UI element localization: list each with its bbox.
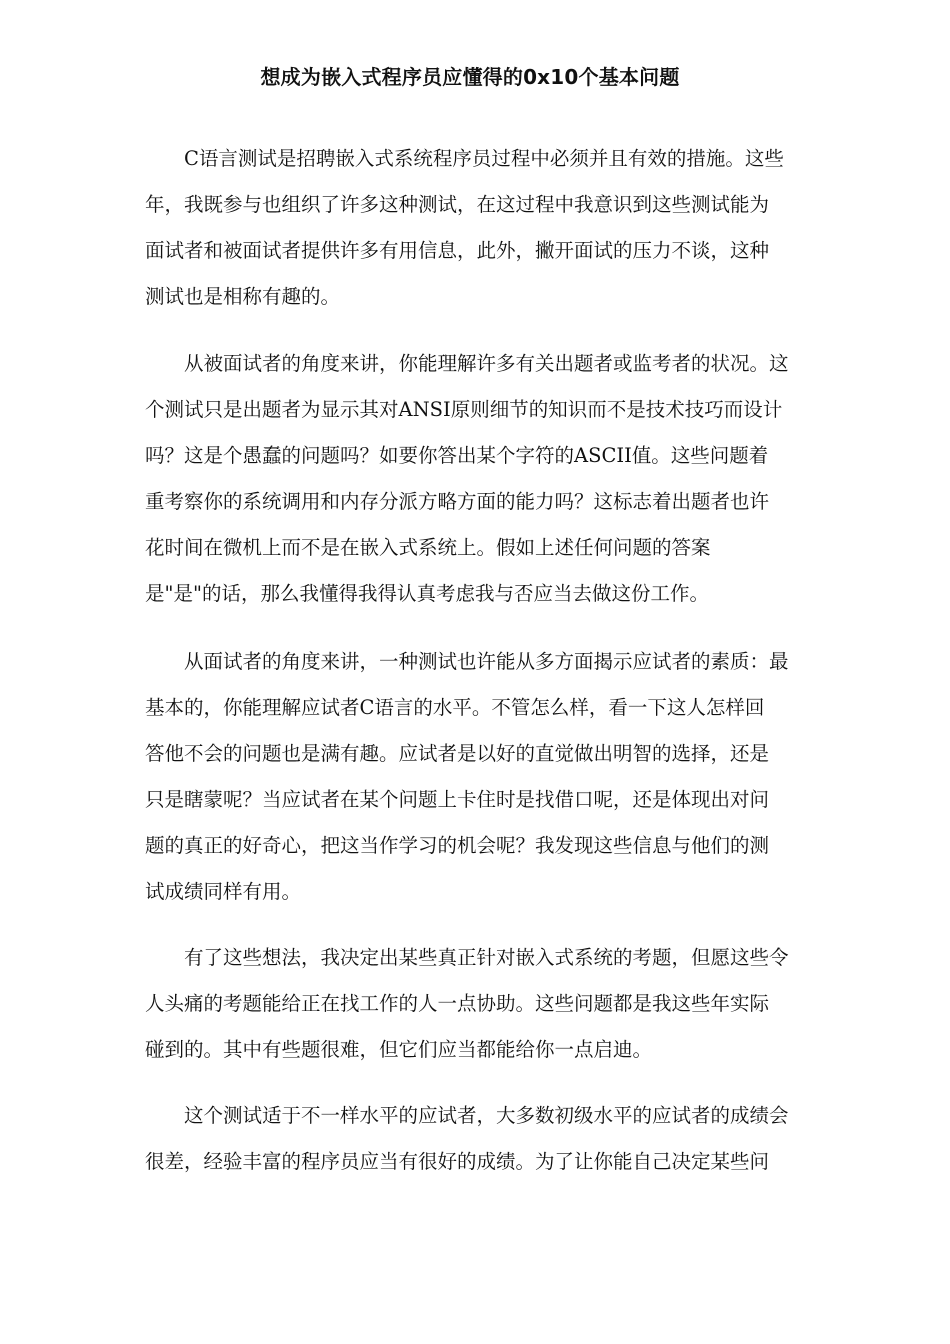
paragraph-line: 有了这些想法，我决定出某些真正针对嵌入式系统的考题，但愿这些令 xyxy=(184,946,789,969)
paragraph-line: 只是瞎蒙呢？当应试者在某个问题上卡住时是找借口呢，还是体现出对问 xyxy=(145,788,770,811)
paragraph-audience xyxy=(145,1093,879,1185)
paragraph-line: 答他不会的问题也是满有趣。应试者是以好的直觉做出明智的选择，还是 xyxy=(145,742,770,765)
paragraph-line: 试成绩同样有用。 xyxy=(145,880,302,903)
paragraph-line: 这个测试适于不一样水平的应试者，大多数初级水平的应试者的成绩会 xyxy=(184,1104,789,1127)
paragraph-line: C语言测试是招聘嵌入式系统程序员过程中必须并且有效的措施。这些 xyxy=(184,147,784,170)
paragraph-line: 人头痛的考题能给正在找工作的人一点协助。这些问题都是我这些年实际 xyxy=(145,992,770,1015)
paragraph-line: 吗？这是个愚蠢的问题吗？如要你答出某个字符的ASCII值。这些问题着 xyxy=(145,444,769,467)
paragraph-line: 题的真正的好奇心，把这当作学习的机会呢？我发现这些信息与他们的测 xyxy=(145,834,770,857)
paragraph-intro xyxy=(145,136,879,320)
paragraph-line: 从面试者的角度来讲，一种测试也许能从多方面揭示应试者的素质：最 xyxy=(184,650,789,673)
paragraph-line: 碰到的。其中有些题很难，但它们应当都能给你一点启迪。 xyxy=(145,1038,653,1061)
paragraph-interviewer-view xyxy=(145,639,879,915)
paragraph-line: 花时间在微机上而不是在嵌入式系统上。假如上述任何问题的答案 xyxy=(145,536,711,559)
paragraph-line: 面试者和被面试者提供许多有用信息，此外，撇开面试的压力不谈，这种 xyxy=(145,239,770,262)
paragraph-line: 重考察你的系统调用和内存分派方略方面的能力吗？这标志着出题者也许 xyxy=(145,490,770,513)
paragraph-interviewee-view xyxy=(145,341,879,617)
paragraph-motivation xyxy=(145,935,879,1073)
paragraph-line: 基本的，你能理解应试者C语言的水平。不管怎么样，看一下这人怎样回 xyxy=(145,696,765,719)
paragraph-line: 很差，经验丰富的程序员应当有很好的成绩。为了让你能自己决定某些问 xyxy=(145,1150,770,1173)
paragraph-line: 年，我既参与也组织了许多这种测试，在这过程中我意识到这些测试能为 xyxy=(145,193,770,216)
paragraph-line: 个测试只是出题者为显示其对ANSI原则细节的知识而不是技术技巧而设计 xyxy=(145,398,783,421)
paragraph-line: 是"是"的话，那么我懂得我得认真考虑我与否应当去做这份工作。 xyxy=(145,582,709,605)
paragraph-line: 测试也是相称有趣的。 xyxy=(145,285,341,308)
document-title: 想成为嵌入式程序员应懂得的0x10个基本问题 xyxy=(260,65,680,89)
paragraph-line: 从被面试者的角度来讲，你能理解许多有关出题者或监考者的状况。这 xyxy=(184,352,789,375)
